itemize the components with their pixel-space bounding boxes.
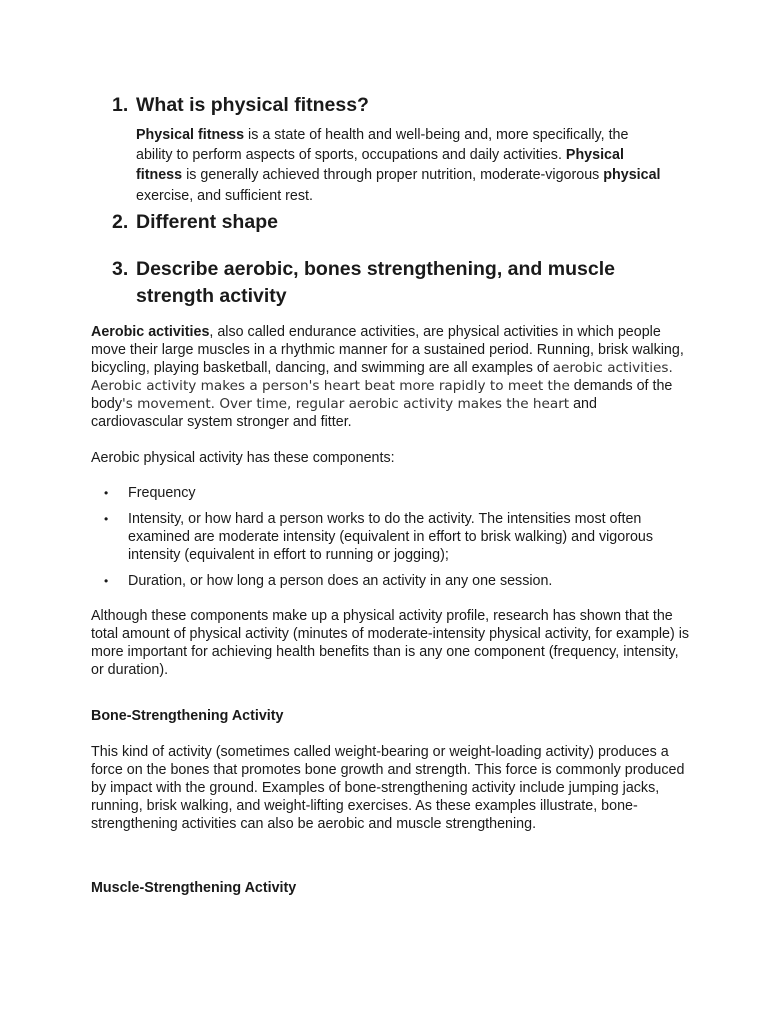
question-text: Describe aerobic, bones strengthening, and muscle strength activity bbox=[136, 257, 615, 307]
question-number: 1. bbox=[112, 94, 129, 116]
answer-text: is generally achieved through proper nutrition, moderate-vigorous bbox=[182, 167, 604, 184]
question-2 bbox=[112, 209, 672, 236]
bullet-icon: • bbox=[104, 574, 109, 588]
list-item-text: Frequency bbox=[128, 485, 196, 501]
components-paragraph: Although these components make up a physical activity profile, research has shown that the total amount of physical activity (minutes of moderate-intensity physical activity, for example) is more important for achieving health benefits than is any one component (frequency, intensity, or duration). bbox=[91, 608, 690, 678]
paragraph-text: and cardiovascular system stronger and fitter. bbox=[91, 396, 597, 430]
paragraph-text: demands of the body bbox=[91, 378, 673, 412]
aerobic-paragraph bbox=[91, 323, 691, 431]
bold-term: Physical fitness bbox=[136, 147, 624, 184]
question-1 bbox=[112, 92, 672, 119]
bone-strengthening-heading: Bone-Strengthening Activity bbox=[91, 708, 284, 724]
bold-term: Aerobic activities bbox=[91, 324, 210, 340]
components-list bbox=[91, 484, 691, 598]
bullet-icon: • bbox=[104, 512, 109, 526]
list-item-text: Intensity, or how hard a person works to do the activity. The intensities most often examined are moderate intensity (equivalent in effort to brisk walking) and vigorous intensity (equivalent in effort to running or jogging); bbox=[128, 511, 654, 563]
question-number: 2. bbox=[112, 210, 129, 233]
question-list bbox=[112, 92, 672, 310]
muscle-strengthening-heading: Muscle-Strengthening Activity bbox=[91, 880, 297, 896]
list-item bbox=[91, 510, 691, 564]
question-number: 3. bbox=[112, 257, 129, 280]
list-item bbox=[91, 484, 691, 502]
bold-term: Physical fitness bbox=[136, 127, 245, 143]
paragraph-text: aerobic activities. Aerobic activity makes a person's heart beat more rapidly to meet the bbox=[91, 360, 673, 394]
paragraph-text: , also called endurance activities, are physical activities in which people move their large muscles in a rhythmic manner for a sustained period. Running, brisk walking, bicycling, playing basketball, dancing, and swimming are all examples of bbox=[91, 324, 684, 376]
bold-term: physical bbox=[603, 167, 661, 184]
question-3 bbox=[112, 256, 672, 310]
question-1-answer bbox=[136, 125, 666, 206]
answer-text: exercise, and sufficient rest. bbox=[136, 187, 313, 204]
question-text: What is physical fitness? bbox=[136, 94, 369, 116]
list-item bbox=[91, 572, 691, 590]
list-item-text: Duration, or how long a person does an activity in any one session. bbox=[128, 573, 553, 589]
components-intro: Aerobic physical activity has these components: bbox=[91, 450, 395, 466]
paragraph-text: 's movement. Over time, regular aerobic activity makes the heart bbox=[122, 396, 570, 412]
bone-strengthening-paragraph: This kind of activity (sometimes called weight-bearing or weight-loading activity) produces a force on the bones that promotes bone growth and strength. This force is commonly produced by impact with the ground. Examples of bone-strengthening activity include jumping jacks, running, brisk walking, and weight-lifting exercises. As these examples illustrate, bone-strengthening activities can also be aerobic and muscle strengthening. bbox=[91, 744, 685, 832]
question-text: Different shape bbox=[136, 210, 278, 233]
bullet-icon: • bbox=[104, 486, 109, 500]
answer-text: is a state of health and well-being and, more specifically, the ability to perform aspects of sports, occupations and daily activities. bbox=[136, 127, 629, 164]
